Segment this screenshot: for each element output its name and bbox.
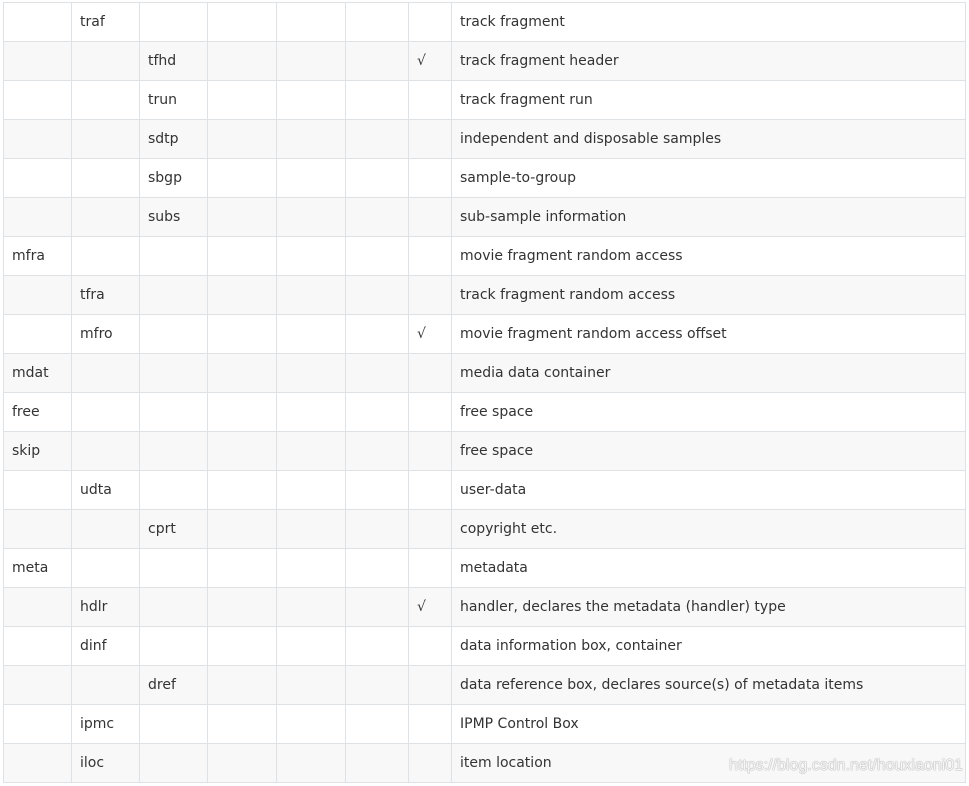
- table-row: [4, 510, 966, 549]
- mandatory-check-cell: [409, 354, 452, 393]
- level6-cell: [346, 198, 409, 237]
- description-cell: track fragment: [452, 3, 966, 42]
- description-cell: sample-to-group: [452, 159, 966, 198]
- level5-cell: [277, 627, 346, 666]
- level2-cell: [72, 120, 140, 159]
- level1-cell: [4, 588, 72, 627]
- level5-cell: [277, 744, 346, 783]
- level4-cell: [208, 627, 277, 666]
- level5-cell: [277, 3, 346, 42]
- level4-cell: [208, 81, 277, 120]
- level4-cell: [208, 393, 277, 432]
- level6-cell: [346, 549, 409, 588]
- level6-cell: [346, 510, 409, 549]
- level1-cell: [4, 666, 72, 705]
- table-row: [4, 237, 966, 276]
- level3-cell: tfhd: [140, 42, 208, 81]
- level3-cell: [140, 627, 208, 666]
- level3-cell: [140, 432, 208, 471]
- mandatory-check-cell: [409, 744, 452, 783]
- mandatory-check-cell: [409, 120, 452, 159]
- level3-cell: [140, 393, 208, 432]
- level6-cell: [346, 432, 409, 471]
- level4-cell: [208, 510, 277, 549]
- level3-cell: [140, 588, 208, 627]
- table-row: [4, 588, 966, 627]
- table-row: [4, 549, 966, 588]
- mandatory-check-cell: [409, 432, 452, 471]
- level1-cell: skip: [4, 432, 72, 471]
- level2-cell: [72, 237, 140, 276]
- level5-cell: [277, 354, 346, 393]
- mandatory-check-cell: [409, 3, 452, 42]
- level5-cell: [277, 81, 346, 120]
- description-cell: track fragment header: [452, 42, 966, 81]
- level1-cell: [4, 3, 72, 42]
- level6-cell: [346, 588, 409, 627]
- level6-cell: [346, 315, 409, 354]
- mandatory-check-cell: √: [409, 42, 452, 81]
- level1-cell: [4, 81, 72, 120]
- level3-cell: [140, 549, 208, 588]
- level5-cell: [277, 549, 346, 588]
- level4-cell: [208, 237, 277, 276]
- level6-cell: [346, 666, 409, 705]
- watermark: https://blog.csdn.net/houxiaoni01: [729, 757, 963, 774]
- level5-cell: [277, 432, 346, 471]
- level4-cell: [208, 471, 277, 510]
- description-cell: movie fragment random access: [452, 237, 966, 276]
- level2-cell: [72, 549, 140, 588]
- table-row: [4, 3, 966, 42]
- description-cell: sub-sample information: [452, 198, 966, 237]
- table-row: [4, 471, 966, 510]
- level5-cell: [277, 198, 346, 237]
- level1-cell: [4, 471, 72, 510]
- table-row: [4, 432, 966, 471]
- level1-cell: [4, 120, 72, 159]
- mandatory-check-cell: [409, 627, 452, 666]
- level4-cell: [208, 3, 277, 42]
- level6-cell: [346, 237, 409, 276]
- description-cell: IPMP Control Box: [452, 705, 966, 744]
- level3-cell: [140, 705, 208, 744]
- level6-cell: [346, 705, 409, 744]
- table-row: [4, 666, 966, 705]
- level5-cell: [277, 588, 346, 627]
- level4-cell: [208, 549, 277, 588]
- level2-cell: udta: [72, 471, 140, 510]
- level2-cell: tfra: [72, 276, 140, 315]
- level1-cell: mdat: [4, 354, 72, 393]
- description-cell: metadata: [452, 549, 966, 588]
- level4-cell: [208, 120, 277, 159]
- level3-cell: [140, 471, 208, 510]
- table-row: [4, 159, 966, 198]
- level5-cell: [277, 315, 346, 354]
- table-row: [4, 276, 966, 315]
- description-cell: user-data: [452, 471, 966, 510]
- level1-cell: [4, 198, 72, 237]
- level6-cell: [346, 744, 409, 783]
- level1-cell: [4, 627, 72, 666]
- level6-cell: [346, 42, 409, 81]
- level4-cell: [208, 315, 277, 354]
- level4-cell: [208, 159, 277, 198]
- level4-cell: [208, 276, 277, 315]
- level1-cell: [4, 744, 72, 783]
- level5-cell: [277, 393, 346, 432]
- level2-cell: iloc: [72, 744, 140, 783]
- mandatory-check-cell: [409, 666, 452, 705]
- table-row: [4, 744, 966, 783]
- mandatory-check-cell: [409, 471, 452, 510]
- level6-cell: [346, 120, 409, 159]
- description-cell: free space: [452, 393, 966, 432]
- level1-cell: [4, 510, 72, 549]
- table-row: [4, 393, 966, 432]
- mandatory-check-cell: [409, 198, 452, 237]
- level2-cell: [72, 666, 140, 705]
- level4-cell: [208, 354, 277, 393]
- level4-cell: [208, 705, 277, 744]
- table-row: [4, 81, 966, 120]
- level5-cell: [277, 705, 346, 744]
- level1-cell: [4, 705, 72, 744]
- level2-cell: [72, 354, 140, 393]
- level4-cell: [208, 42, 277, 81]
- box-table: [3, 2, 966, 783]
- table-row: [4, 705, 966, 744]
- level6-cell: [346, 627, 409, 666]
- level2-cell: [72, 159, 140, 198]
- mandatory-check-cell: [409, 393, 452, 432]
- level3-cell: [140, 276, 208, 315]
- level1-cell: [4, 42, 72, 81]
- level5-cell: [277, 666, 346, 705]
- mandatory-check-cell: [409, 705, 452, 744]
- description-cell: track fragment run: [452, 81, 966, 120]
- level3-cell: [140, 354, 208, 393]
- mandatory-check-cell: √: [409, 315, 452, 354]
- description-cell: handler, declares the metadata (handler) type: [452, 588, 966, 627]
- level5-cell: [277, 510, 346, 549]
- table-row: [4, 42, 966, 81]
- description-cell: copyright etc.: [452, 510, 966, 549]
- level3-cell: [140, 3, 208, 42]
- table-row: [4, 198, 966, 237]
- level4-cell: [208, 744, 277, 783]
- description-cell: track fragment random access: [452, 276, 966, 315]
- level2-cell: [72, 198, 140, 237]
- mandatory-check-cell: [409, 549, 452, 588]
- level6-cell: [346, 159, 409, 198]
- description-cell: data information box, container: [452, 627, 966, 666]
- level1-cell: meta: [4, 549, 72, 588]
- level1-cell: [4, 276, 72, 315]
- level2-cell: [72, 510, 140, 549]
- level3-cell: [140, 315, 208, 354]
- level2-cell: mfro: [72, 315, 140, 354]
- level2-cell: ipmc: [72, 705, 140, 744]
- level3-cell: trun: [140, 81, 208, 120]
- level2-cell: [72, 42, 140, 81]
- mandatory-check-cell: [409, 510, 452, 549]
- description-cell: free space: [452, 432, 966, 471]
- level5-cell: [277, 471, 346, 510]
- description-cell: data reference box, declares source(s) of metadata items: [452, 666, 966, 705]
- description-cell: independent and disposable samples: [452, 120, 966, 159]
- mandatory-check-cell: √: [409, 588, 452, 627]
- level1-cell: free: [4, 393, 72, 432]
- mandatory-check-cell: [409, 159, 452, 198]
- level5-cell: [277, 237, 346, 276]
- table-row: [4, 315, 966, 354]
- level1-cell: mfra: [4, 237, 72, 276]
- level1-cell: [4, 315, 72, 354]
- level6-cell: [346, 471, 409, 510]
- level4-cell: [208, 666, 277, 705]
- level2-cell: hdlr: [72, 588, 140, 627]
- level1-cell: [4, 159, 72, 198]
- level4-cell: [208, 432, 277, 471]
- level6-cell: [346, 354, 409, 393]
- level3-cell: subs: [140, 198, 208, 237]
- level4-cell: [208, 198, 277, 237]
- level3-cell: [140, 744, 208, 783]
- level5-cell: [277, 42, 346, 81]
- description-cell: movie fragment random access offset: [452, 315, 966, 354]
- level5-cell: [277, 159, 346, 198]
- level6-cell: [346, 3, 409, 42]
- table-row: [4, 354, 966, 393]
- level6-cell: [346, 81, 409, 120]
- table-row: [4, 627, 966, 666]
- level2-cell: [72, 81, 140, 120]
- level3-cell: [140, 237, 208, 276]
- level3-cell: dref: [140, 666, 208, 705]
- level5-cell: [277, 276, 346, 315]
- level5-cell: [277, 120, 346, 159]
- level2-cell: traf: [72, 3, 140, 42]
- level2-cell: dinf: [72, 627, 140, 666]
- description-cell: item location: [452, 744, 966, 783]
- level3-cell: cprt: [140, 510, 208, 549]
- mandatory-check-cell: [409, 81, 452, 120]
- mandatory-check-cell: [409, 276, 452, 315]
- level3-cell: sdtp: [140, 120, 208, 159]
- table-row: [4, 120, 966, 159]
- mandatory-check-cell: [409, 237, 452, 276]
- level3-cell: sbgp: [140, 159, 208, 198]
- level6-cell: [346, 276, 409, 315]
- table-body: [4, 3, 966, 783]
- level4-cell: [208, 588, 277, 627]
- level6-cell: [346, 393, 409, 432]
- level2-cell: [72, 393, 140, 432]
- description-cell: media data container: [452, 354, 966, 393]
- level2-cell: [72, 432, 140, 471]
